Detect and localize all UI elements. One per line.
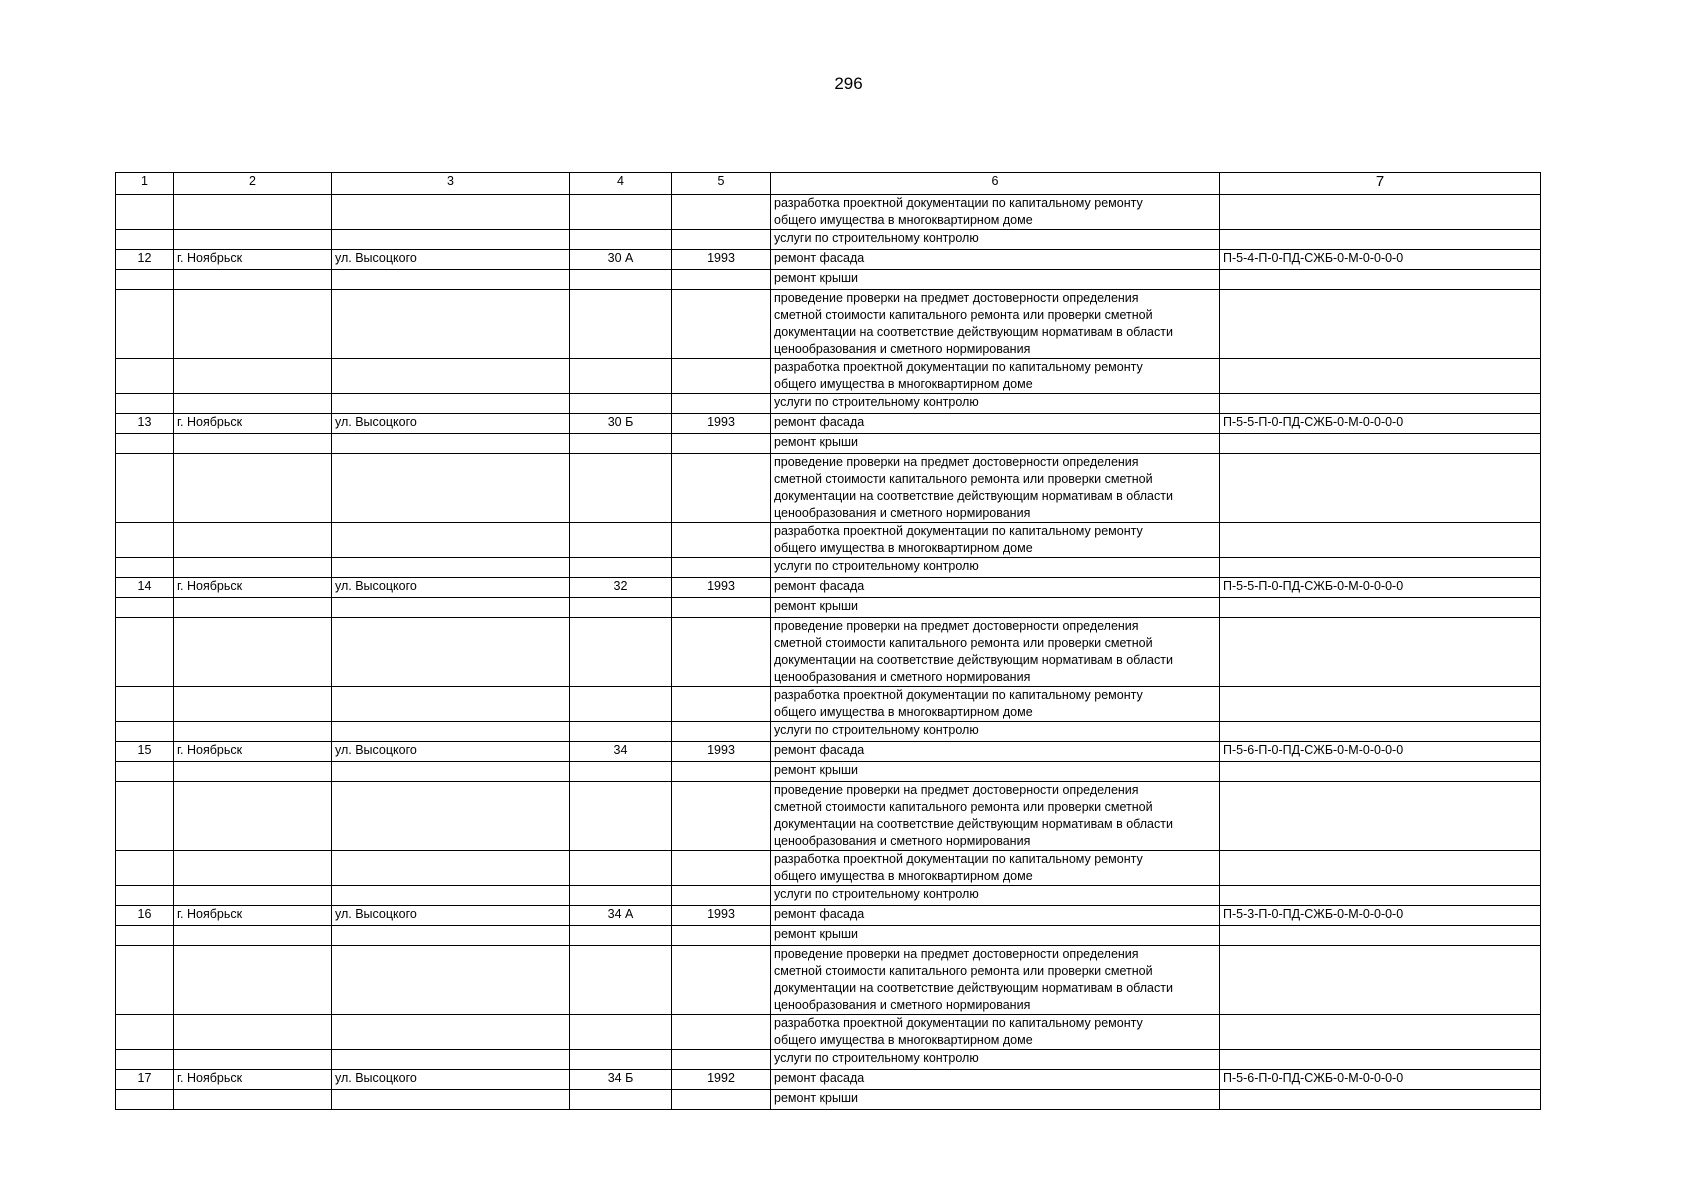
building-code-cell — [1220, 558, 1541, 578]
build-year-cell — [672, 434, 771, 454]
work-type-cell: разработка проектной документации по капитальному ремонту общего имущества в многоквартирном доме — [771, 359, 1220, 394]
table-row — [116, 886, 1541, 906]
city-cell: г. Ноябрьск — [174, 906, 332, 926]
city-cell — [174, 687, 332, 722]
city-cell — [174, 946, 332, 1015]
table-row — [116, 1090, 1541, 1110]
city-cell: г. Ноябрьск — [174, 1070, 332, 1090]
table-row — [116, 434, 1541, 454]
street-cell — [332, 454, 570, 523]
street-cell — [332, 762, 570, 782]
city-cell — [174, 762, 332, 782]
city-cell — [174, 618, 332, 687]
row-number-cell — [116, 195, 174, 230]
work-type-cell: разработка проектной документации по капитальному ремонту общего имущества в многоквартирном доме — [771, 851, 1220, 886]
house-number-cell — [570, 782, 672, 851]
row-number-cell — [116, 851, 174, 886]
column-header: 5 — [672, 173, 771, 195]
work-type-cell: ремонт фасада — [771, 906, 1220, 926]
build-year-cell — [672, 886, 771, 906]
street-cell — [332, 558, 570, 578]
row-number-cell — [116, 434, 174, 454]
street-cell: ул. Высоцкого — [332, 250, 570, 270]
city-cell — [174, 1090, 332, 1110]
table-row — [116, 618, 1541, 687]
row-number-cell — [116, 782, 174, 851]
house-number-cell: 30 Б — [570, 414, 672, 434]
row-number-cell — [116, 359, 174, 394]
row-number-cell — [116, 290, 174, 359]
street-cell — [332, 618, 570, 687]
column-header: 1 — [116, 173, 174, 195]
building-code-cell: П-5-3-П-0-ПД-СЖБ-0-М-0-0-0-0 — [1220, 906, 1541, 926]
building-code-cell — [1220, 359, 1541, 394]
build-year-cell — [672, 230, 771, 250]
row-number-cell — [116, 926, 174, 946]
house-number-cell — [570, 1015, 672, 1050]
street-cell — [332, 270, 570, 290]
work-type-cell: ремонт фасада — [771, 1070, 1220, 1090]
building-code-cell: П-5-6-П-0-ПД-СЖБ-0-М-0-0-0-0 — [1220, 742, 1541, 762]
street-cell — [332, 195, 570, 230]
table-row — [116, 230, 1541, 250]
street-cell — [332, 434, 570, 454]
house-number-cell — [570, 886, 672, 906]
build-year-cell: 1993 — [672, 414, 771, 434]
building-code-cell: П-5-5-П-0-ПД-СЖБ-0-М-0-0-0-0 — [1220, 414, 1541, 434]
build-year-cell — [672, 946, 771, 1015]
work-type-cell: ремонт фасада — [771, 414, 1220, 434]
building-code-cell — [1220, 851, 1541, 886]
table-row — [116, 270, 1541, 290]
build-year-cell — [672, 722, 771, 742]
work-type-cell: услуги по строительному контролю — [771, 886, 1220, 906]
house-number-cell — [570, 434, 672, 454]
street-cell — [332, 523, 570, 558]
house-number-cell — [570, 359, 672, 394]
table-row — [116, 1050, 1541, 1070]
repair-works-table — [115, 172, 1541, 1110]
building-code-cell — [1220, 270, 1541, 290]
city-cell — [174, 1050, 332, 1070]
build-year-cell — [672, 195, 771, 230]
row-number-cell: 13 — [116, 414, 174, 434]
build-year-cell — [672, 523, 771, 558]
work-type-cell: проведение проверки на предмет достоверности определения сметной стоимости капитального ремонта или проверки сметной документации на соответствие действующим нормативам в области ценообразования и сметного нормирования — [771, 782, 1220, 851]
building-code-cell — [1220, 618, 1541, 687]
city-cell: г. Ноябрьск — [174, 742, 332, 762]
row-number-cell — [116, 886, 174, 906]
row-number-cell — [116, 1050, 174, 1070]
row-number-cell — [116, 687, 174, 722]
building-code-cell — [1220, 394, 1541, 414]
build-year-cell: 1993 — [672, 906, 771, 926]
city-cell — [174, 290, 332, 359]
house-number-cell — [570, 290, 672, 359]
building-code-cell — [1220, 290, 1541, 359]
row-number-cell — [116, 1090, 174, 1110]
build-year-cell — [672, 782, 771, 851]
street-cell: ул. Высоцкого — [332, 742, 570, 762]
work-type-cell: услуги по строительному контролю — [771, 722, 1220, 742]
work-type-cell: ремонт крыши — [771, 1090, 1220, 1110]
street-cell — [332, 722, 570, 742]
row-number-cell: 15 — [116, 742, 174, 762]
city-cell: г. Ноябрьск — [174, 250, 332, 270]
work-type-cell: услуги по строительному контролю — [771, 394, 1220, 414]
city-cell — [174, 454, 332, 523]
build-year-cell — [672, 270, 771, 290]
build-year-cell — [672, 1050, 771, 1070]
city-cell — [174, 230, 332, 250]
work-type-cell: ремонт крыши — [771, 270, 1220, 290]
city-cell — [174, 886, 332, 906]
build-year-cell — [672, 851, 771, 886]
building-code-cell — [1220, 1050, 1541, 1070]
house-number-cell: 30 А — [570, 250, 672, 270]
house-number-cell — [570, 722, 672, 742]
row-number-cell — [116, 230, 174, 250]
building-code-cell — [1220, 722, 1541, 742]
row-number-cell — [116, 523, 174, 558]
table-row — [116, 454, 1541, 523]
work-type-cell: ремонт фасада — [771, 250, 1220, 270]
street-cell — [332, 1090, 570, 1110]
street-cell — [332, 886, 570, 906]
row-number-cell — [116, 762, 174, 782]
building-code-cell — [1220, 782, 1541, 851]
city-cell — [174, 926, 332, 946]
city-cell — [174, 558, 332, 578]
work-type-cell: разработка проектной документации по капитальному ремонту общего имущества в многоквартирном доме — [771, 523, 1220, 558]
house-number-cell — [570, 454, 672, 523]
table-row — [116, 946, 1541, 1015]
house-number-cell — [570, 523, 672, 558]
build-year-cell — [672, 394, 771, 414]
work-type-cell: проведение проверки на предмет достоверности определения сметной стоимости капитального ремонта или проверки сметной документации на соответствие действующим нормативам в области ценообразования и сметного нормирования — [771, 946, 1220, 1015]
house-number-cell: 34 — [570, 742, 672, 762]
building-code-cell — [1220, 230, 1541, 250]
table-row — [116, 687, 1541, 722]
street-cell — [332, 1050, 570, 1070]
table-row — [116, 906, 1541, 926]
street-cell — [332, 926, 570, 946]
build-year-cell — [672, 687, 771, 722]
work-type-cell: разработка проектной документации по капитальному ремонту общего имущества в многоквартирном доме — [771, 687, 1220, 722]
column-header: 2 — [174, 173, 332, 195]
work-type-cell: ремонт крыши — [771, 762, 1220, 782]
row-number-cell — [116, 270, 174, 290]
city-cell — [174, 195, 332, 230]
table-row — [116, 782, 1541, 851]
house-number-cell — [570, 762, 672, 782]
work-type-cell: услуги по строительному контролю — [771, 230, 1220, 250]
row-number-cell: 16 — [116, 906, 174, 926]
work-type-cell: ремонт крыши — [771, 598, 1220, 618]
street-cell — [332, 359, 570, 394]
house-number-cell — [570, 946, 672, 1015]
house-number-cell — [570, 851, 672, 886]
building-code-cell — [1220, 946, 1541, 1015]
build-year-cell — [672, 1090, 771, 1110]
table-row — [116, 359, 1541, 394]
building-code-cell — [1220, 1015, 1541, 1050]
row-number-cell — [116, 454, 174, 523]
table-row — [116, 1070, 1541, 1090]
table-body — [116, 195, 1541, 1110]
build-year-cell: 1993 — [672, 742, 771, 762]
column-header: 7 — [1220, 173, 1541, 195]
building-code-cell — [1220, 598, 1541, 618]
build-year-cell — [672, 454, 771, 523]
table-row — [116, 523, 1541, 558]
table-row — [116, 578, 1541, 598]
city-cell — [174, 359, 332, 394]
table-row — [116, 290, 1541, 359]
house-number-cell — [570, 270, 672, 290]
table-row — [116, 926, 1541, 946]
street-cell: ул. Высоцкого — [332, 1070, 570, 1090]
building-code-cell — [1220, 434, 1541, 454]
row-number-cell — [116, 1015, 174, 1050]
table-row — [116, 394, 1541, 414]
work-type-cell: разработка проектной документации по капитальному ремонту общего имущества в многоквартирном доме — [771, 1015, 1220, 1050]
column-header: 6 — [771, 173, 1220, 195]
house-number-cell — [570, 195, 672, 230]
city-cell: г. Ноябрьск — [174, 578, 332, 598]
build-year-cell — [672, 926, 771, 946]
street-cell — [332, 230, 570, 250]
row-number-cell: 17 — [116, 1070, 174, 1090]
house-number-cell: 34 А — [570, 906, 672, 926]
building-code-cell — [1220, 523, 1541, 558]
street-cell — [332, 1015, 570, 1050]
street-cell: ул. Высоцкого — [332, 414, 570, 434]
table-row — [116, 414, 1541, 434]
house-number-cell — [570, 926, 672, 946]
work-type-cell: ремонт крыши — [771, 926, 1220, 946]
city-cell — [174, 1015, 332, 1050]
build-year-cell: 1993 — [672, 250, 771, 270]
table-row — [116, 558, 1541, 578]
column-number-row — [116, 173, 1541, 195]
street-cell — [332, 290, 570, 359]
work-type-cell: проведение проверки на предмет достоверности определения сметной стоимости капитального ремонта или проверки сметной документации на соответствие действующим нормативам в области ценообразования и сметного нормирования — [771, 290, 1220, 359]
building-code-cell — [1220, 762, 1541, 782]
build-year-cell — [672, 359, 771, 394]
build-year-cell: 1992 — [672, 1070, 771, 1090]
work-type-cell: ремонт крыши — [771, 434, 1220, 454]
street-cell: ул. Высоцкого — [332, 906, 570, 926]
city-cell — [174, 782, 332, 851]
street-cell — [332, 598, 570, 618]
house-number-cell — [570, 558, 672, 578]
house-number-cell — [570, 230, 672, 250]
house-number-cell — [570, 1090, 672, 1110]
table-row — [116, 598, 1541, 618]
house-number-cell — [570, 687, 672, 722]
work-type-cell: ремонт фасада — [771, 578, 1220, 598]
row-number-cell — [116, 946, 174, 1015]
build-year-cell: 1993 — [672, 578, 771, 598]
city-cell — [174, 434, 332, 454]
street-cell — [332, 782, 570, 851]
house-number-cell — [570, 618, 672, 687]
row-number-cell: 12 — [116, 250, 174, 270]
building-code-cell — [1220, 926, 1541, 946]
table-row — [116, 250, 1541, 270]
house-number-cell — [570, 598, 672, 618]
build-year-cell — [672, 762, 771, 782]
city-cell — [174, 523, 332, 558]
table-row — [116, 722, 1541, 742]
street-cell — [332, 946, 570, 1015]
page-number: 296 — [834, 74, 863, 93]
street-cell — [332, 394, 570, 414]
row-number-cell — [116, 618, 174, 687]
building-code-cell: П-5-5-П-0-ПД-СЖБ-0-М-0-0-0-0 — [1220, 578, 1541, 598]
work-type-cell: ремонт фасада — [771, 742, 1220, 762]
house-number-cell: 32 — [570, 578, 672, 598]
house-number-cell — [570, 1050, 672, 1070]
work-type-cell: проведение проверки на предмет достоверности определения сметной стоимости капитального ремонта или проверки сметной документации на соответствие действующим нормативам в области ценообразования и сметного нормирования — [771, 618, 1220, 687]
building-code-cell: П-5-4-П-0-ПД-СЖБ-0-М-0-0-0-0 — [1220, 250, 1541, 270]
table-row — [116, 1015, 1541, 1050]
building-code-cell — [1220, 1090, 1541, 1110]
column-header: 4 — [570, 173, 672, 195]
work-type-cell: услуги по строительному контролю — [771, 558, 1220, 578]
table-row — [116, 742, 1541, 762]
build-year-cell — [672, 618, 771, 687]
building-code-cell — [1220, 886, 1541, 906]
house-number-cell: 34 Б — [570, 1070, 672, 1090]
city-cell: г. Ноябрьск — [174, 414, 332, 434]
building-code-cell: П-5-6-П-0-ПД-СЖБ-0-М-0-0-0-0 — [1220, 1070, 1541, 1090]
work-type-cell: проведение проверки на предмет достоверности определения сметной стоимости капитального ремонта или проверки сметной документации на соответствие действующим нормативам в области ценообразования и сметного нормирования — [771, 454, 1220, 523]
row-number-cell — [116, 558, 174, 578]
house-number-cell — [570, 394, 672, 414]
build-year-cell — [672, 598, 771, 618]
work-type-cell: услуги по строительному контролю — [771, 1050, 1220, 1070]
street-cell: ул. Высоцкого — [332, 578, 570, 598]
build-year-cell — [672, 290, 771, 359]
city-cell — [174, 270, 332, 290]
building-code-cell — [1220, 454, 1541, 523]
build-year-cell — [672, 1015, 771, 1050]
row-number-cell — [116, 722, 174, 742]
city-cell — [174, 394, 332, 414]
row-number-cell — [116, 598, 174, 618]
building-code-cell — [1220, 687, 1541, 722]
row-number-cell — [116, 394, 174, 414]
city-cell — [174, 598, 332, 618]
table-row — [116, 762, 1541, 782]
city-cell — [174, 851, 332, 886]
street-cell — [332, 687, 570, 722]
row-number-cell: 14 — [116, 578, 174, 598]
column-header: 3 — [332, 173, 570, 195]
building-code-cell — [1220, 195, 1541, 230]
street-cell — [332, 851, 570, 886]
table-row — [116, 195, 1541, 230]
build-year-cell — [672, 558, 771, 578]
table-row — [116, 851, 1541, 886]
work-type-cell: разработка проектной документации по капитальному ремонту общего имущества в многоквартирном доме — [771, 195, 1220, 230]
city-cell — [174, 722, 332, 742]
